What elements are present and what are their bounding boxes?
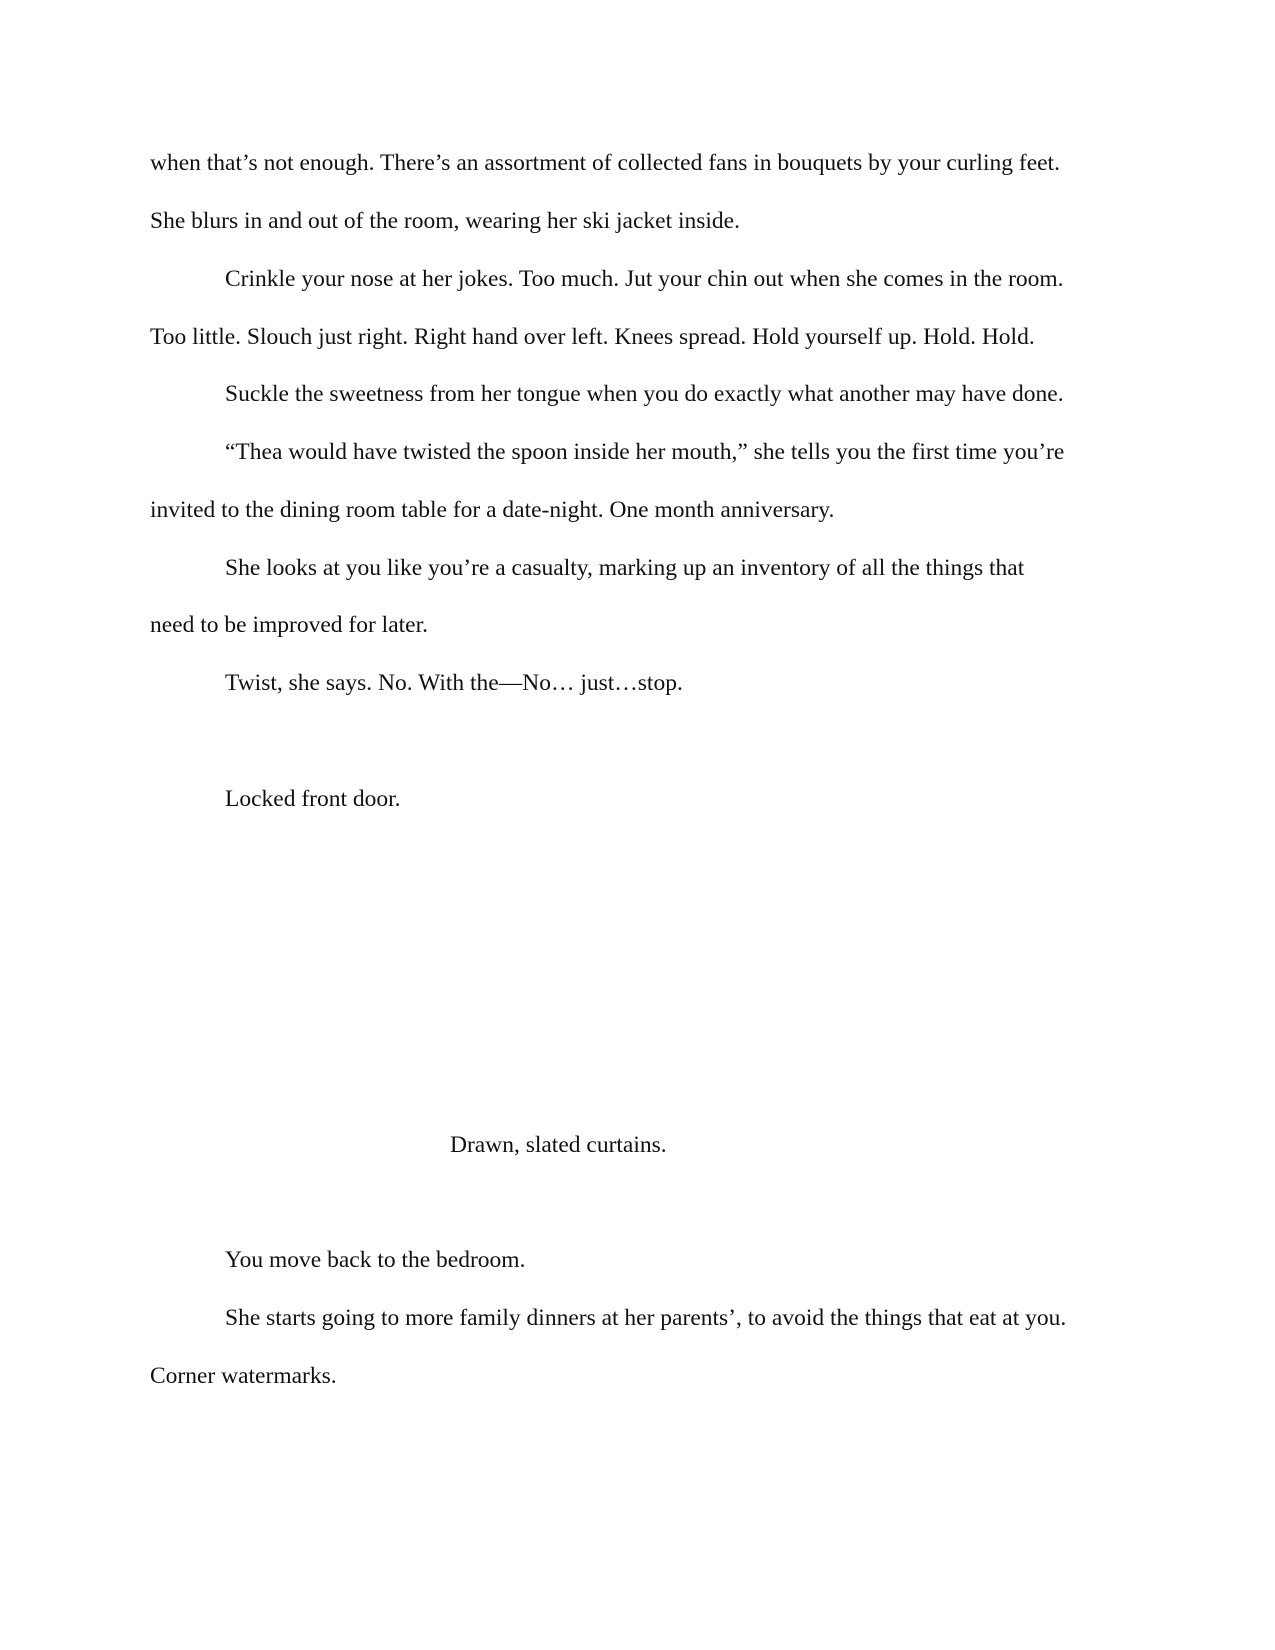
text-line: She starts going to more family dinners at her parents’, to avoid the things that eat at you. (225, 1305, 1067, 1331)
text-line: “Thea would have twisted the spoon inside her mouth,” she tells you the first time you’re (225, 439, 1065, 465)
text-line: Drawn, slated curtains. (450, 1132, 667, 1158)
text-line: need to be improved for later. (150, 612, 428, 638)
text-line: Too little. Slouch just right. Right hand over left. Knees spread. Hold yourself up. Hold. Hold. (150, 324, 1035, 350)
text-line: Crinkle your nose at her jokes. Too much. Jut your chin out when she comes in the room. (225, 266, 1064, 292)
text-line: She looks at you like you’re a casualty, marking up an inventory of all the things that (225, 555, 1025, 581)
text-line: when that’s not enough. There’s an assortment of collected fans in bouquets by your curling feet. (150, 150, 1060, 176)
text-line: Suckle the sweetness from her tongue when you do exactly what another may have done. (225, 381, 1064, 407)
text-line: Locked front door. (225, 786, 401, 812)
text-line: You move back to the bedroom. (225, 1247, 526, 1273)
text-line: invited to the dining room table for a date-night. One month anniversary. (150, 497, 835, 523)
text-line: She blurs in and out of the room, wearing her ski jacket inside. (150, 208, 740, 234)
text-line: Corner watermarks. (150, 1363, 337, 1389)
text-line: Twist, she says. No. With the—No… just…stop. (225, 670, 683, 696)
